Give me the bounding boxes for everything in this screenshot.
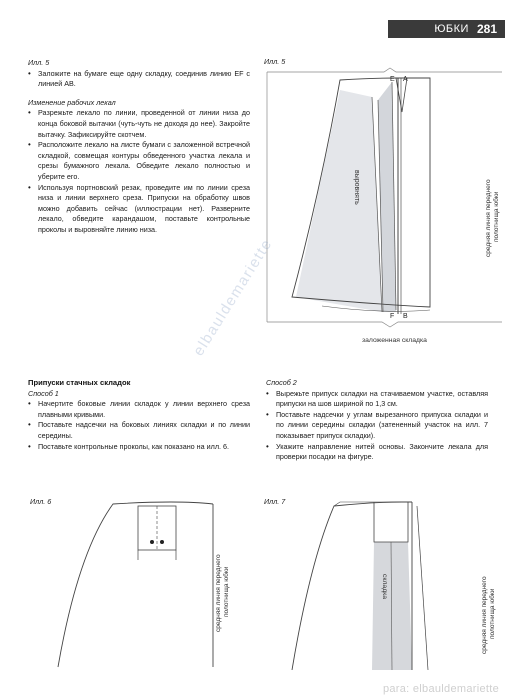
ill7-label: Илл. 7 — [264, 497, 286, 506]
ill7-side-label-2: полотнища юбки — [489, 588, 496, 639]
section-heading: Припуски стачных складок — [28, 378, 131, 387]
bottom-left-text — [28, 378, 250, 452]
illustration-6 — [28, 492, 243, 670]
fold-panel-left — [296, 90, 382, 312]
ill6-punch-1 — [150, 540, 154, 544]
list-item: • Начертите боковые линии складок у линии верхнего среза плавными кривыми. — [38, 399, 250, 420]
method-2-label: Способ 2 — [266, 378, 297, 387]
list-item: • Разрежьте лекало по линии, проведенной от линии низа до конца боковой вытачки (чуть-чуть не доходя до нее). Закройте вытачку. Зафиксируйте скотчем. — [38, 108, 250, 140]
ill-label: Илл. 5 — [28, 58, 50, 67]
list-item: • Вырежьте припуск складки на стачиваемом участке, оставляя припуски на шов шириной по 1,3 см. — [276, 389, 488, 410]
method-1-label: Способ 1 — [28, 388, 59, 398]
illustration-7 — [262, 492, 502, 670]
letter-e: E — [390, 76, 395, 83]
ill6-punch-2 — [160, 540, 164, 544]
list-item: • Укажите направление нитей основы. Закончите лекала для проверки посадки на фигуре. — [276, 442, 488, 463]
paper-bottom-edge — [267, 322, 502, 327]
left-top-text — [28, 58, 250, 236]
subheading: Изменение рабочих лекал — [28, 97, 116, 107]
method-1-list — [28, 399, 250, 452]
watermark: elbauldemariette — [190, 235, 276, 360]
page-number: 281 — [476, 22, 497, 36]
fold-caption: заложенная складка — [362, 337, 427, 344]
align-label: выровнять — [353, 170, 360, 205]
ill6-label: Илл. 6 — [30, 497, 52, 506]
list-item: • Заложите на бумаге еще одну складку, соединив линию EF с линией AB. — [38, 69, 250, 90]
list-item: • Расположите лекало на листе бумаги с заложенной встречной складкой, совмещая контуры обведенного участка лекала и срезы бумажного лекала. Обведите лекало полностью и уберите его. — [38, 140, 250, 182]
letter-f: F — [390, 313, 395, 320]
ill5-label: Илл. 5 — [264, 57, 286, 66]
side-label-1: средняя линия переднего — [485, 179, 492, 257]
paper-top-edge — [267, 68, 502, 72]
ill7-side-label-1: средняя линия переднего — [481, 576, 488, 654]
ill6-side-label-2: полотнища юбки — [223, 566, 230, 617]
side-label-2: полотнища юбки — [493, 191, 500, 242]
footer-watermark: para: elbauldemariette — [382, 683, 499, 695]
intro-list — [28, 69, 250, 90]
list-item: • Поставьте надсечки у углам вырезанного припуска складки и по линии середины складки (затененный участок на илл. 7 показывает припуск складки). — [276, 410, 488, 442]
list-item: • Используя портновский резак, проведите им по линии среза низа и линии верхнего среза. Припуски на обработку швов можно добавить сейчас (иллюстрации нет). Разверните лекало, обведите карандашом, поставьте контрольные проколы и выровняйте линию низа. — [38, 183, 250, 236]
section-title: ЮБКИ — [434, 23, 469, 35]
ill7-fold-edge — [417, 506, 428, 670]
page-header — [388, 20, 505, 38]
instruction-list — [28, 108, 250, 235]
ill7-fold-label: складка — [381, 574, 388, 600]
ill7-cutout — [374, 502, 408, 542]
letter-a: A — [403, 76, 408, 83]
bottom-right-text — [266, 378, 488, 463]
method-2-list — [266, 389, 488, 463]
ill6-side-label-1: средняя линия переднего — [215, 554, 222, 632]
illustration-5 — [262, 52, 502, 347]
list-item: • Поставьте надсечки на боковых линиях складки и по линии середины. — [38, 420, 250, 441]
letter-b: B — [403, 313, 408, 320]
list-item: • Поставьте контрольные проколы, как показано на илл. 6. — [38, 442, 250, 453]
ill6-outline — [58, 502, 213, 667]
